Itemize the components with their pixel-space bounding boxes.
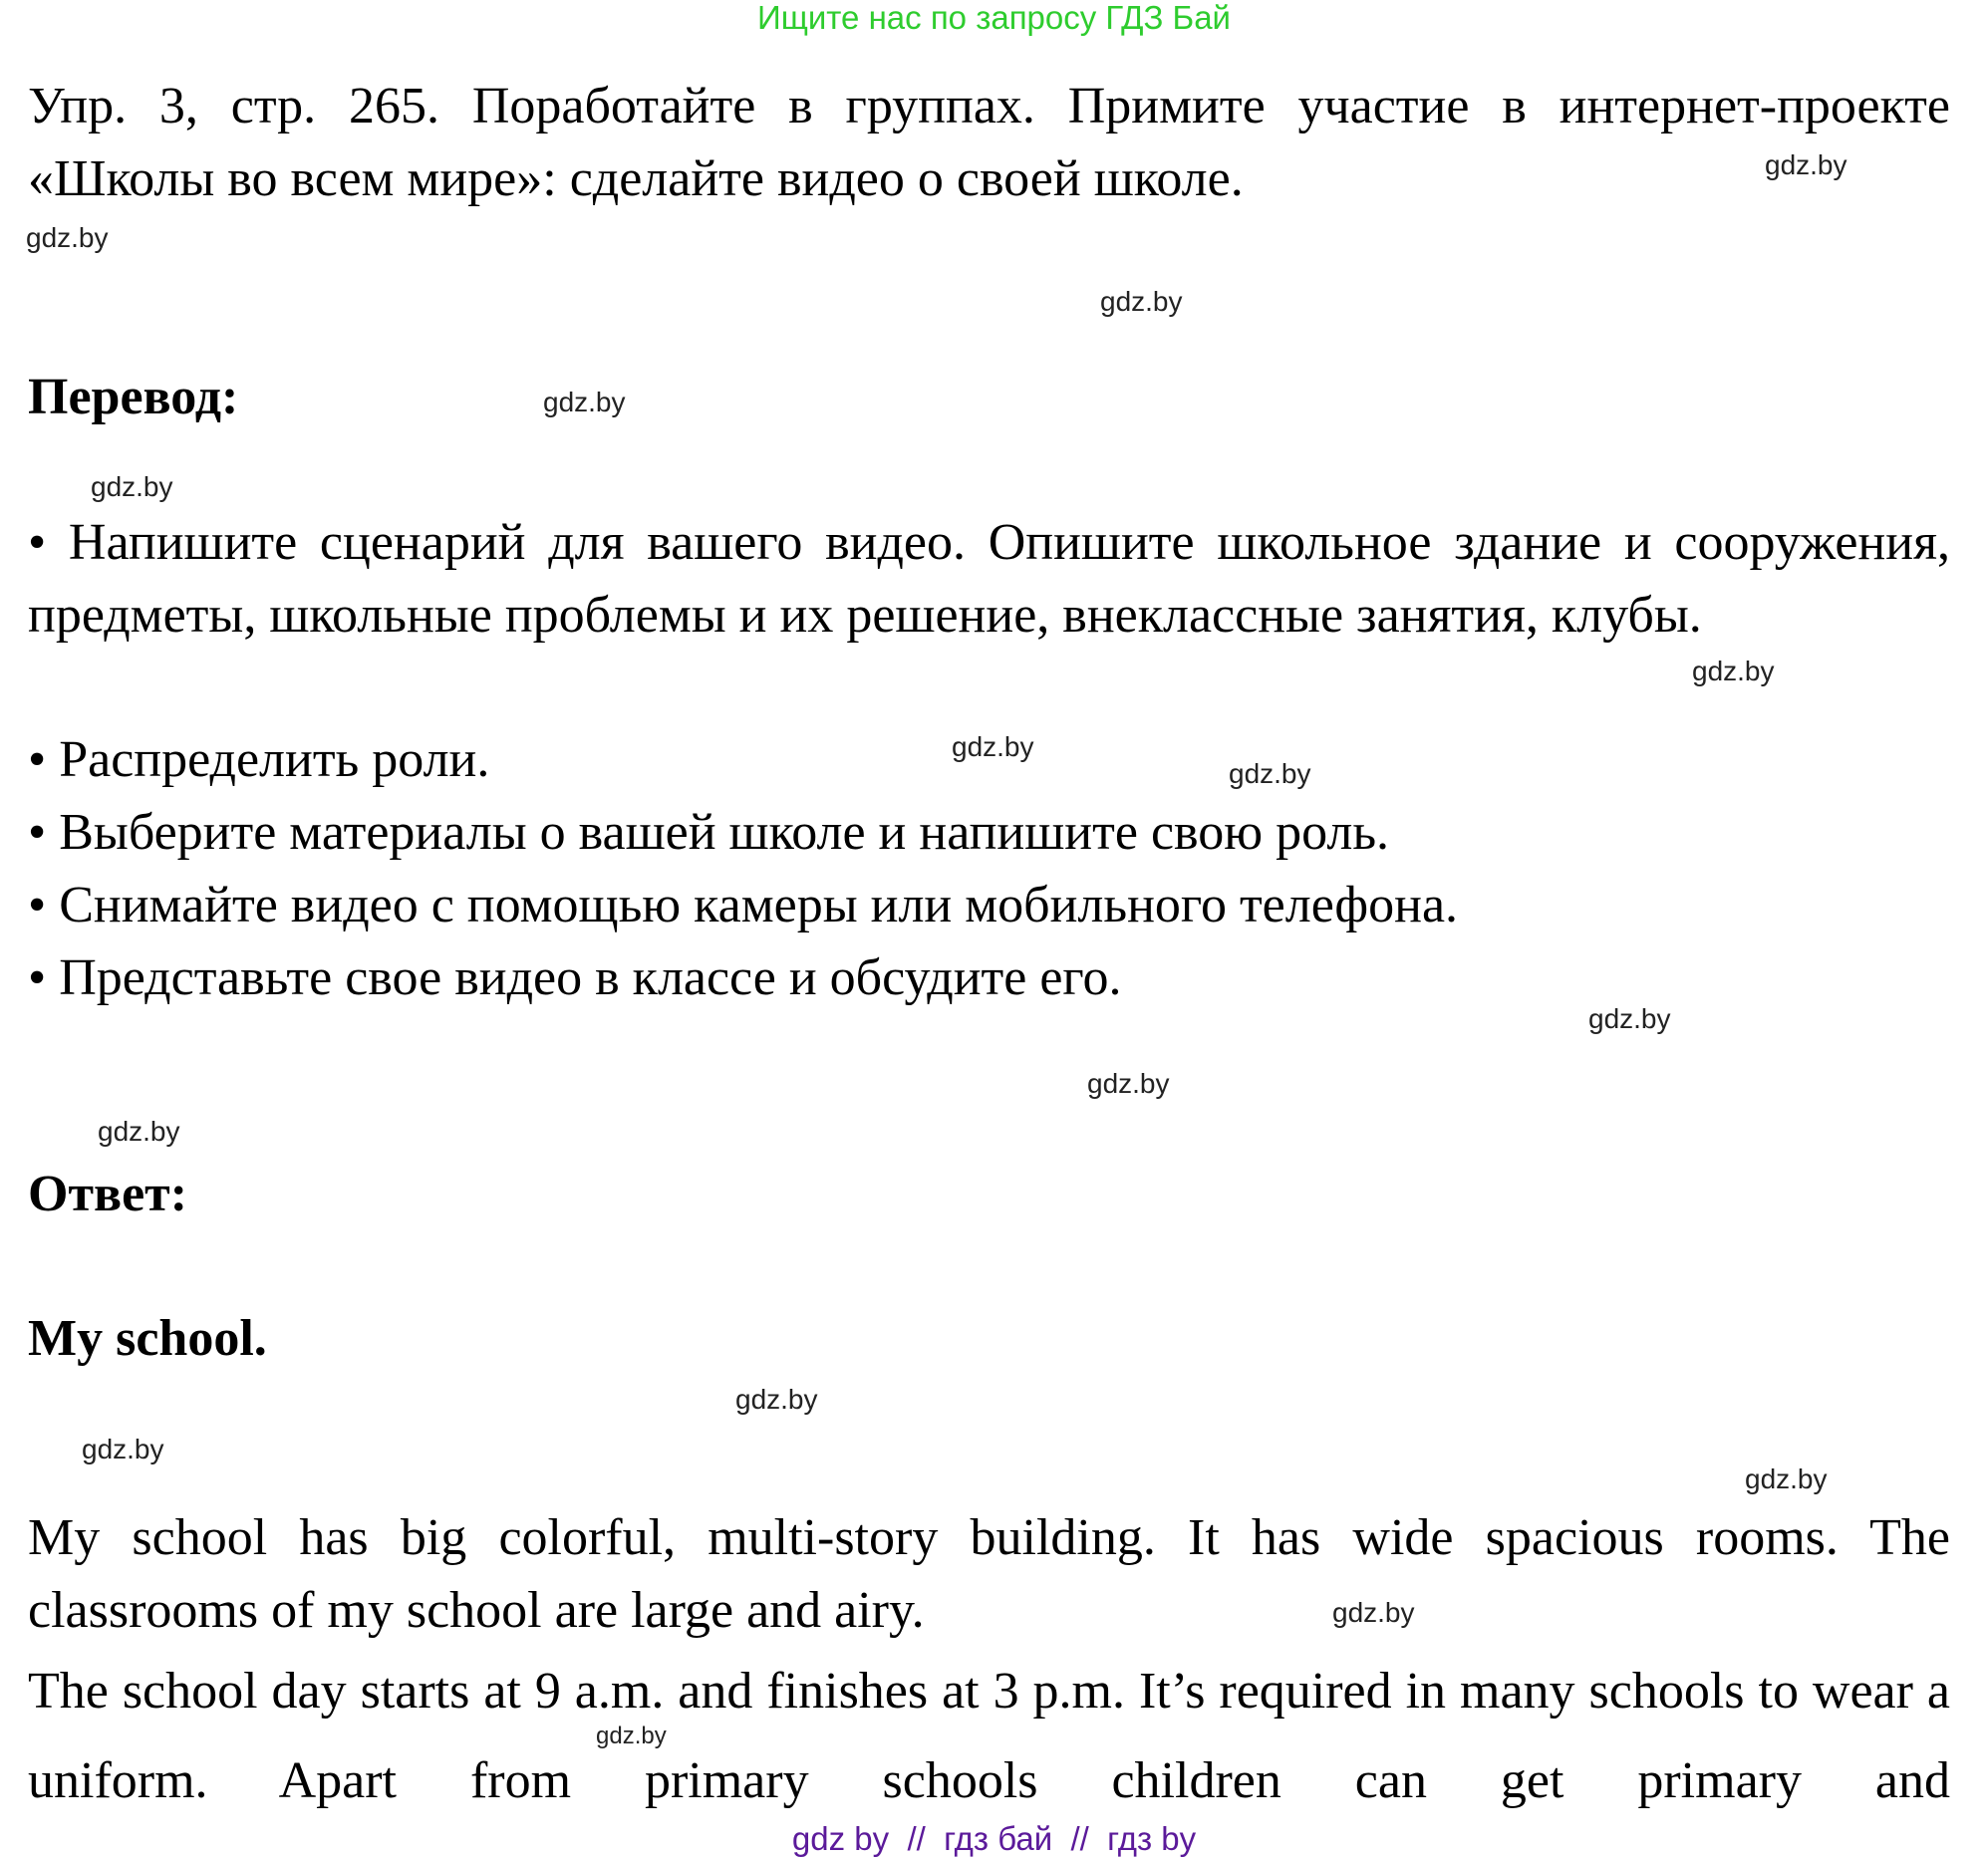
search-hint-banner: Ищите нас по запросу ГДЗ Бай <box>757 0 1231 36</box>
watermark: gdz.by <box>952 731 1034 762</box>
watermark: gdz.by <box>1692 656 1775 686</box>
translation-bullet: • Снимайте видео с помощью камеры или мобильного телефона. <box>28 877 1459 933</box>
answer-paragraph: The school day starts at 9 a.m. and finishes at 3 p.m. It’s required in many schools to wear a uniform. Apart from primary schools children can get primary and <box>28 1663 1950 1809</box>
watermark: gdz.by <box>98 1116 180 1147</box>
translation-bullet: • Выберите материалы о вашей школе и напишите свою роль. <box>28 804 1390 861</box>
watermark: gdz.by <box>596 1723 667 1749</box>
footer-site-links[interactable]: gdz by // гдз бай // гдз by <box>791 1820 1197 1857</box>
answer-title: My school. <box>28 1310 267 1367</box>
watermark: gdz.by <box>543 387 626 417</box>
answer-paragraph: My school has big colorful, multi-story building. It has wide spacious rooms. The classrooms of my school are large and airy. <box>28 1509 1950 1639</box>
watermark: gdz.by <box>1745 1463 1828 1494</box>
watermark: gdz.by <box>1100 286 1183 317</box>
answer-heading: Ответ: <box>28 1166 188 1222</box>
task-text: Упр. 3, стр. 265. Поработайте в группах. Примите участие в интернет-проекте «Школы во всем мире»: сделайте видео о своей школе. <box>28 78 1950 207</box>
translation-bullet: • Распределить роли. <box>28 731 490 788</box>
watermark: gdz.by <box>26 222 109 253</box>
translation-bullet: • Напишите сценарий для вашего видео. Опишите школьное здание и сооружения, предметы, школьные проблемы и их решение, внеклассные занятия, клубы. <box>28 514 1950 644</box>
watermark: gdz.by <box>735 1384 818 1415</box>
translation-bullet: • Представьте свое видео в классе и обсудите его. <box>28 949 1122 1006</box>
watermark: gdz.by <box>82 1434 164 1464</box>
watermark: gdz.by <box>1765 149 1847 180</box>
watermark: gdz.by <box>1588 1003 1671 1034</box>
watermark: gdz.by <box>91 471 173 502</box>
watermark: gdz.by <box>1332 1597 1415 1628</box>
watermark: gdz.by <box>1229 758 1311 789</box>
translation-heading: Перевод: <box>28 369 239 425</box>
watermark: gdz.by <box>1087 1068 1170 1099</box>
